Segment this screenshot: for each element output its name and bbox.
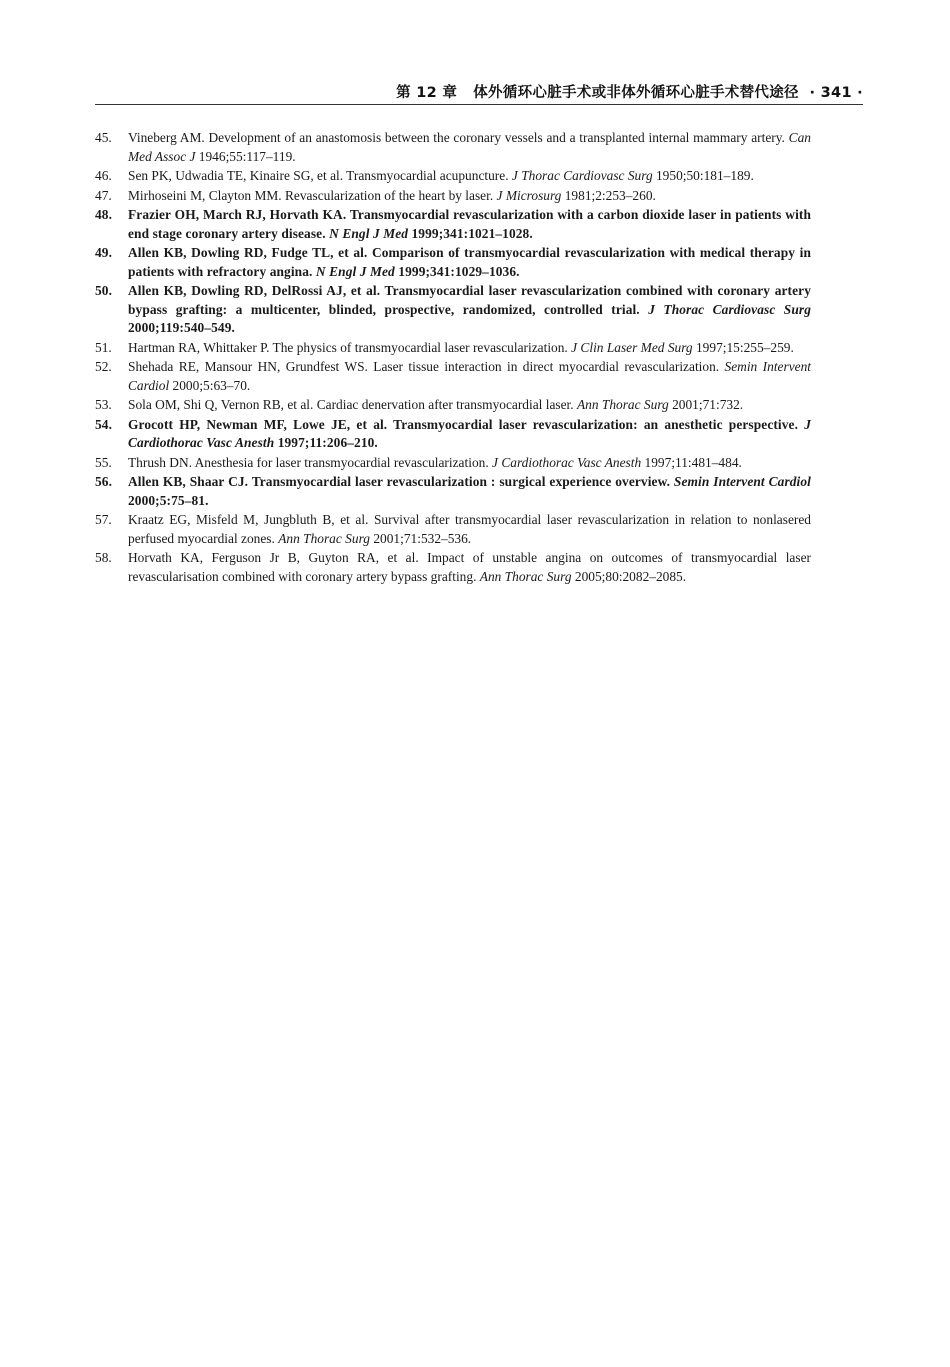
reference-list: [95, 129, 811, 587]
reference-citation: 1997;15:255–259.: [692, 339, 794, 355]
reference-citation: 2005;80:2082–2085.: [571, 568, 687, 584]
reference-item: [95, 416, 811, 453]
reference-citation: 2001;71:532–536.: [369, 530, 472, 546]
reference-number: 50.: [95, 283, 113, 298]
reference-item: [95, 244, 811, 281]
reference-item: [95, 454, 811, 473]
reference-text: Thrush DN. Anesthesia for laser transmyocardial revascularization.: [128, 454, 493, 470]
reference-number: 56.: [95, 474, 113, 489]
chapter-title: 体外循环心脏手术或非体外循环心脏手术替代途径: [473, 85, 799, 101]
reference-citation: 2000;119:540–549.: [128, 320, 235, 335]
reference-item: [95, 511, 811, 548]
reference-citation: 1946;55:117–119.: [195, 148, 296, 164]
reference-journal: Ann Thorac Surg: [576, 397, 669, 412]
reference-journal: J Microsurg: [496, 187, 562, 203]
reference-text: Sen PK, Udwadia TE, Kinaire SG, et al. Transmyocardial acupuncture.: [128, 168, 512, 183]
reference-item: [95, 206, 811, 243]
reference-item: [95, 473, 811, 510]
reference-text: Kraatz EG, Misfeld M, Jungbluth B, et al. Survival after transmyocardial laser revascularization in relation to nonlasered perfused myocardial zones.: [128, 512, 811, 546]
reference-text: Allen KB, Shaar CJ. Transmyocardial laser revascularization : surgical experience overview.: [128, 474, 674, 489]
chapter-number: 第 12 章: [396, 85, 458, 101]
reference-journal: J Thorac Cardiovasc Surg: [648, 301, 811, 317]
reference-journal: Ann Thorac Surg: [278, 530, 370, 546]
reference-number: 48.: [95, 207, 113, 222]
reference-item: [95, 282, 811, 338]
reference-item: [95, 549, 811, 586]
reference-item: [95, 358, 811, 395]
reference-citation: 1950;50:181–189.: [652, 168, 754, 183]
reference-journal: Can Med Assoc J: [128, 130, 811, 164]
reference-number: 49.: [95, 245, 113, 260]
reference-citation: 1997;11:481–484.: [641, 454, 742, 470]
reference-text: Mirhoseini M, Clayton MM. Revascularization of the heart by laser.: [128, 187, 497, 203]
reference-text: Grocott HP, Newman MF, Lowe JE, et al. Transmyocardial laser revascularization: an anesthetic perspective.: [128, 416, 805, 432]
reference-journal: N Engl J Med: [329, 225, 409, 241]
reference-journal: Ann Thorac Surg: [479, 568, 572, 584]
reference-text: Frazier OH, March RJ, Horvath KA. Transmyocardial revascularization with a carbon dioxide laser in patients with end stage coronary artery disease.: [128, 207, 811, 241]
reference-number: 57.: [95, 512, 112, 527]
page-number: · 341 ·: [809, 85, 863, 101]
reference-number: 53.: [95, 397, 112, 412]
reference-journal: N Engl J Med: [315, 263, 395, 279]
reference-item: [95, 339, 811, 358]
reference-number: 46.: [95, 168, 112, 183]
reference-citation: 2001;71:732.: [668, 397, 744, 412]
header-rule: [95, 104, 863, 105]
reference-journal: J Thorac Cardiovasc Surg: [511, 168, 653, 183]
reference-text: Allen KB, Dowling RD, Fudge TL, et al. Comparison of transmyocardial revascularization with medical therapy in patients with refractory angina.: [128, 245, 811, 279]
reference-citation: 2000;5:75–81.: [128, 492, 209, 508]
reference-journal: Semin Intervent Cardiol: [128, 359, 811, 393]
reference-citation: 1999;341:1021–1028.: [408, 225, 533, 241]
reference-journal: J Cardiothorac Vasc Anesth: [492, 454, 642, 470]
reference-citation: 1997;11:206–210.: [274, 435, 378, 450]
reference-journal: J Cardiothorac Vasc Anesth: [128, 416, 811, 450]
reference-citation: 1981;2:253–260.: [561, 187, 656, 203]
reference-citation: 2000;5:63–70.: [169, 377, 251, 393]
reference-number: 54.: [95, 416, 113, 432]
reference-number: 51.: [95, 339, 112, 355]
reference-journal: J Clin Laser Med Surg: [571, 339, 693, 355]
running-header: [95, 81, 863, 103]
reference-citation: 1999;341:1029–1036.: [394, 263, 520, 279]
reference-number: 55.: [95, 454, 112, 470]
reference-item: [95, 167, 811, 186]
reference-text: Vineberg AM. Development of an anastomosis between the coronary vessels and a transplanted internal mammary artery.: [128, 130, 789, 145]
reference-text: Sola OM, Shi Q, Vernon RB, et al. Cardiac denervation after transmyocardial laser.: [128, 397, 577, 412]
reference-number: 58.: [95, 550, 112, 565]
reference-number: 47.: [95, 187, 112, 203]
reference-text: Hartman RA, Whittaker P. The physics of transmyocardial laser revascularization.: [128, 339, 572, 355]
reference-text: Allen KB, Dowling RD, DelRossi AJ, et al. Transmyocardial laser revascularization combined with coronary artery bypass grafting: a multicenter, blinded, prospective, randomized, controlled trial.: [128, 283, 811, 317]
reference-number: 45.: [95, 130, 112, 145]
reference-journal: Semin Intervent Cardiol: [673, 474, 811, 489]
reference-item: [95, 396, 811, 415]
reference-text: Horvath KA, Ferguson Jr B, Guyton RA, et al. Impact of unstable angina on outcomes of transmyocardial laser revascularisation combined with coronary artery bypass grafting.: [128, 550, 811, 584]
reference-item: [95, 187, 811, 206]
reference-item: [95, 129, 811, 166]
reference-number: 52.: [95, 359, 112, 374]
reference-text: Shehada RE, Mansour HN, Grundfest WS. Laser tissue interaction in direct myocardial revascularization.: [128, 359, 725, 374]
